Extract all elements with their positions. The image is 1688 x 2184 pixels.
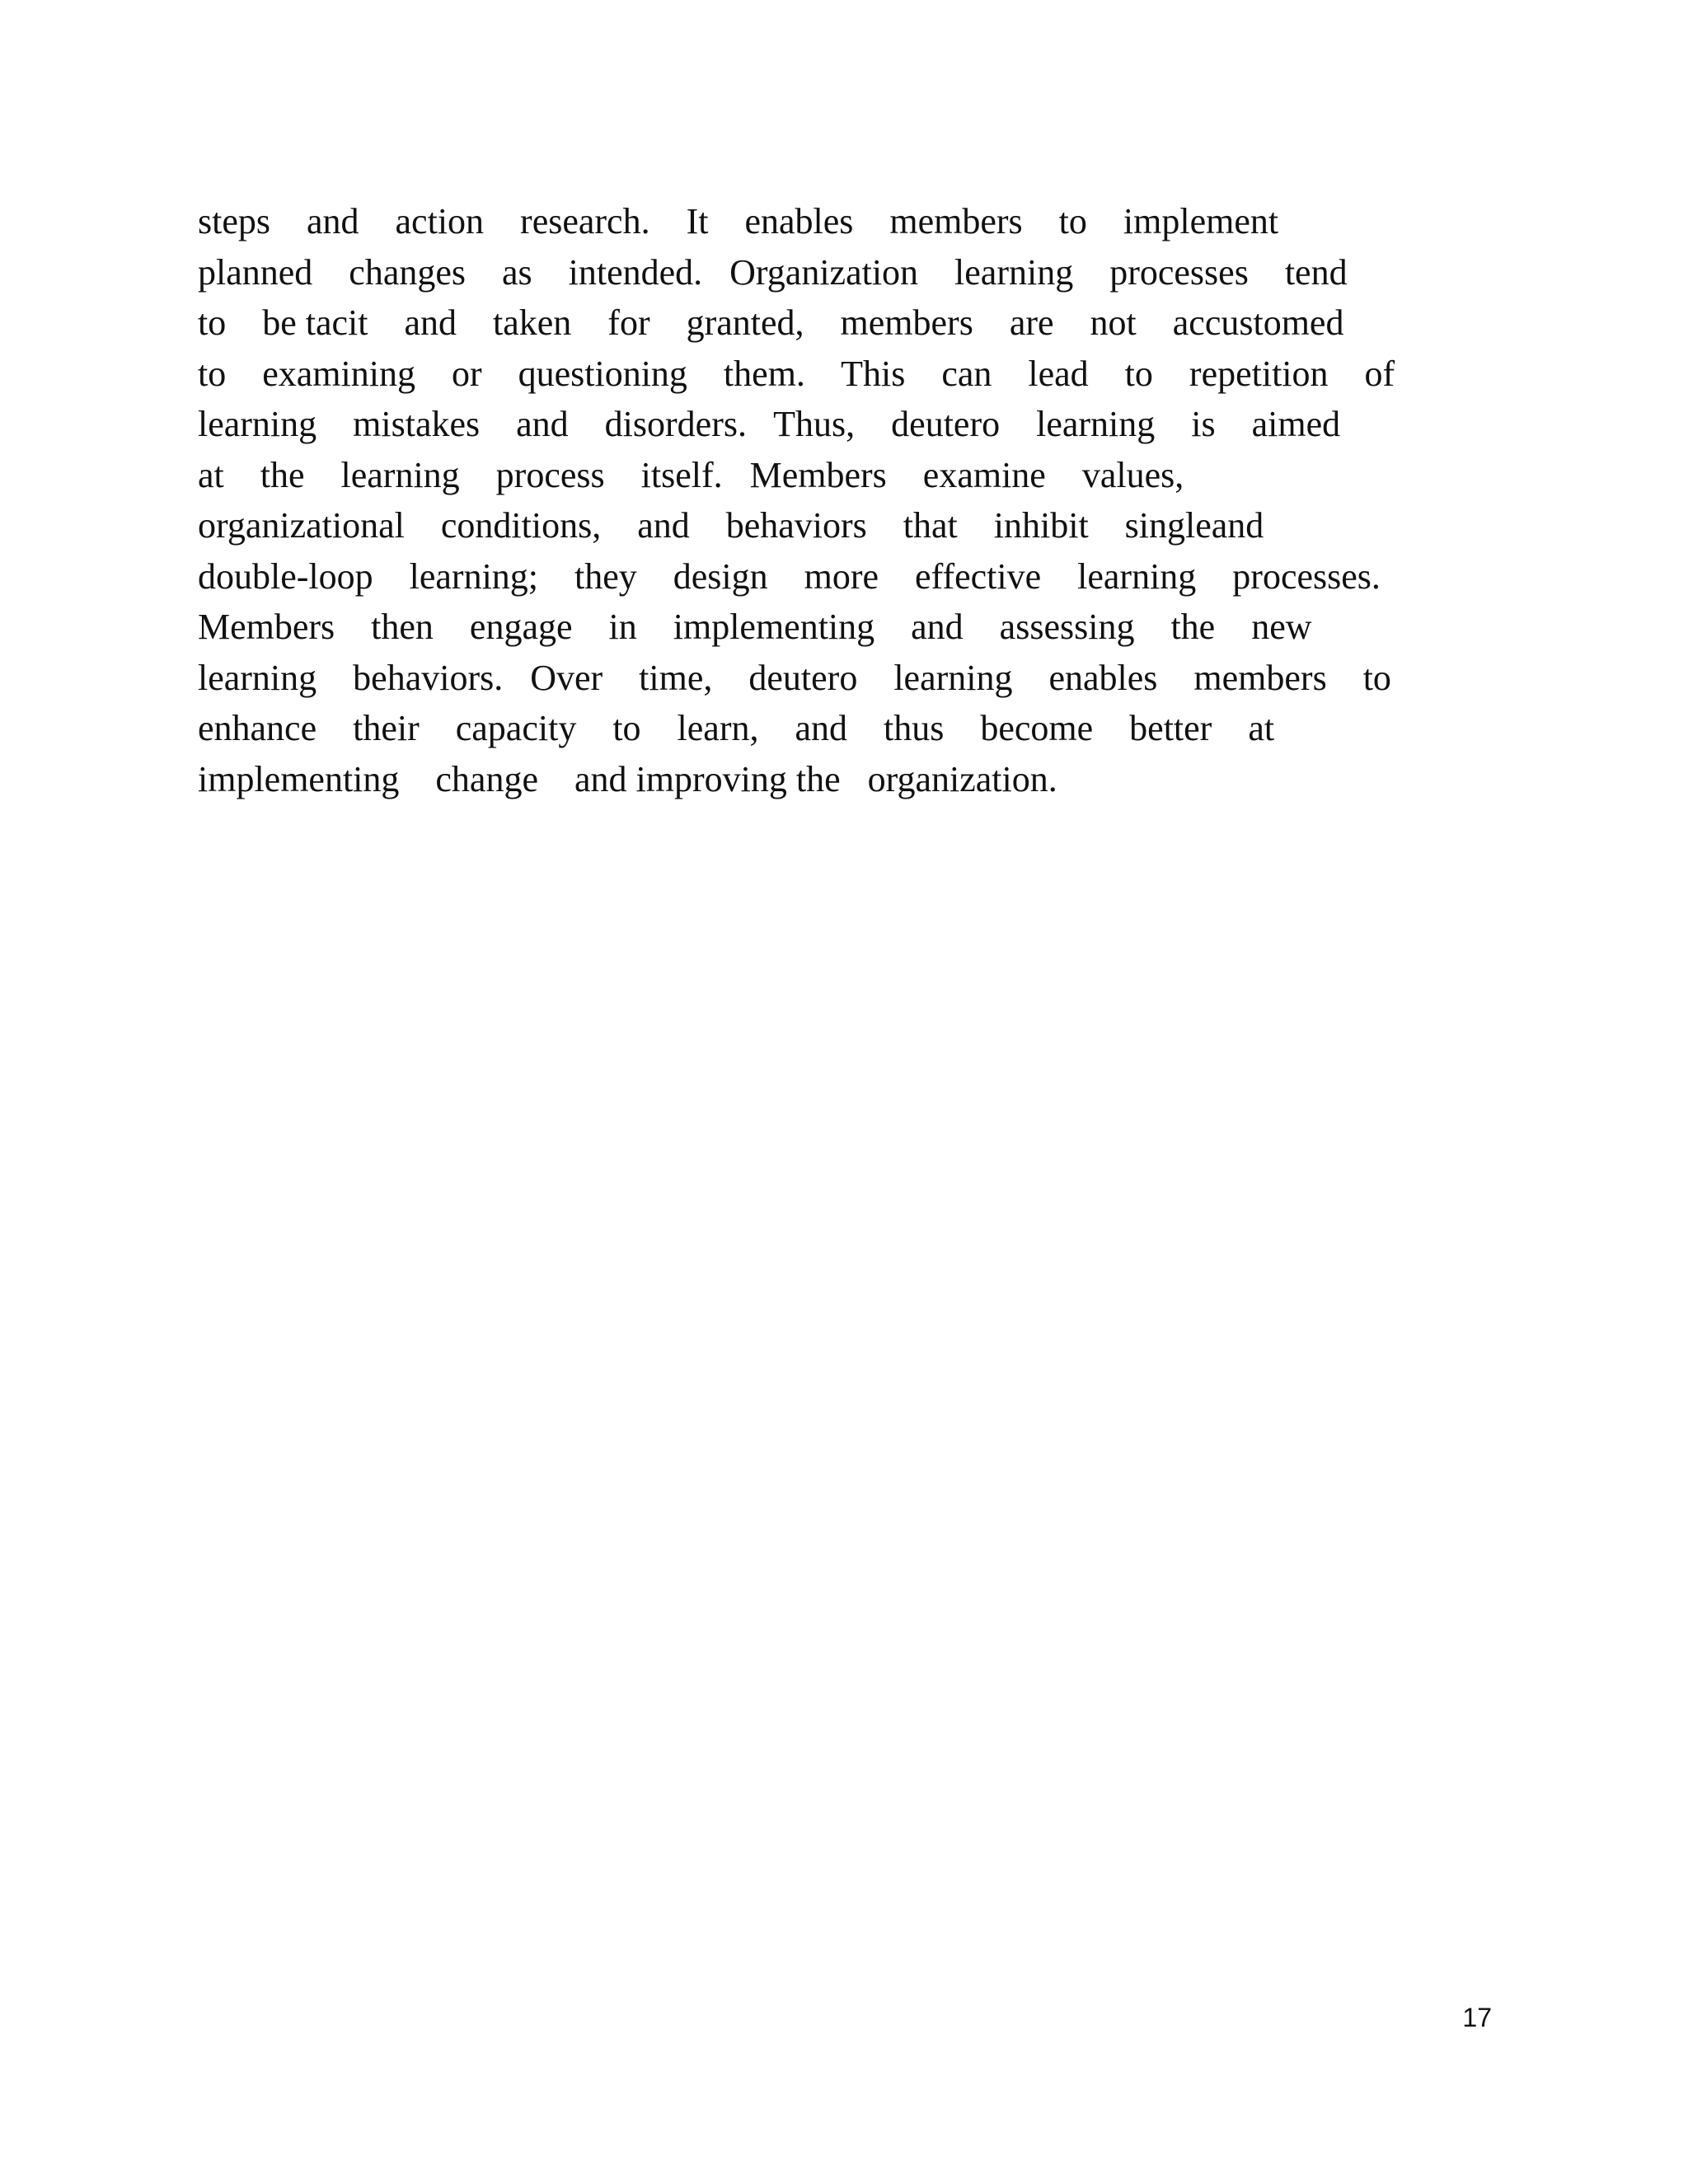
text-line: double-loop learning; they design more effective learning processes. [198, 555, 1381, 597]
text-line: Members then engage in implementing and assessing the new [198, 607, 1312, 647]
text-line: steps and action research. It enables members to implement [198, 201, 1279, 241]
body-paragraph [198, 196, 1500, 804]
text-line: enhance their capacity to learn, and thus become better at [198, 708, 1275, 748]
text-line: learning behaviors. Over time, deutero learning enables members to [198, 657, 1391, 698]
text-line: organizational conditions, and behaviors that inhibit singleand [198, 505, 1264, 546]
text-line: implementing change and improving the organization. [198, 758, 1057, 799]
text-line: planned changes as intended. Organization learning processes tend [198, 251, 1348, 293]
text-line: to be tacit and taken for granted, members are not accustomed [198, 302, 1344, 343]
text-line: at the learning process itself. Members examine values, [198, 454, 1184, 495]
page-number: 17 [1462, 2003, 1492, 2032]
text-line: to examining or questioning them. This can lead to repetition of [198, 353, 1395, 394]
text-line: learning mistakes and disorders. Thus, deutero learning is aimed [198, 404, 1341, 444]
